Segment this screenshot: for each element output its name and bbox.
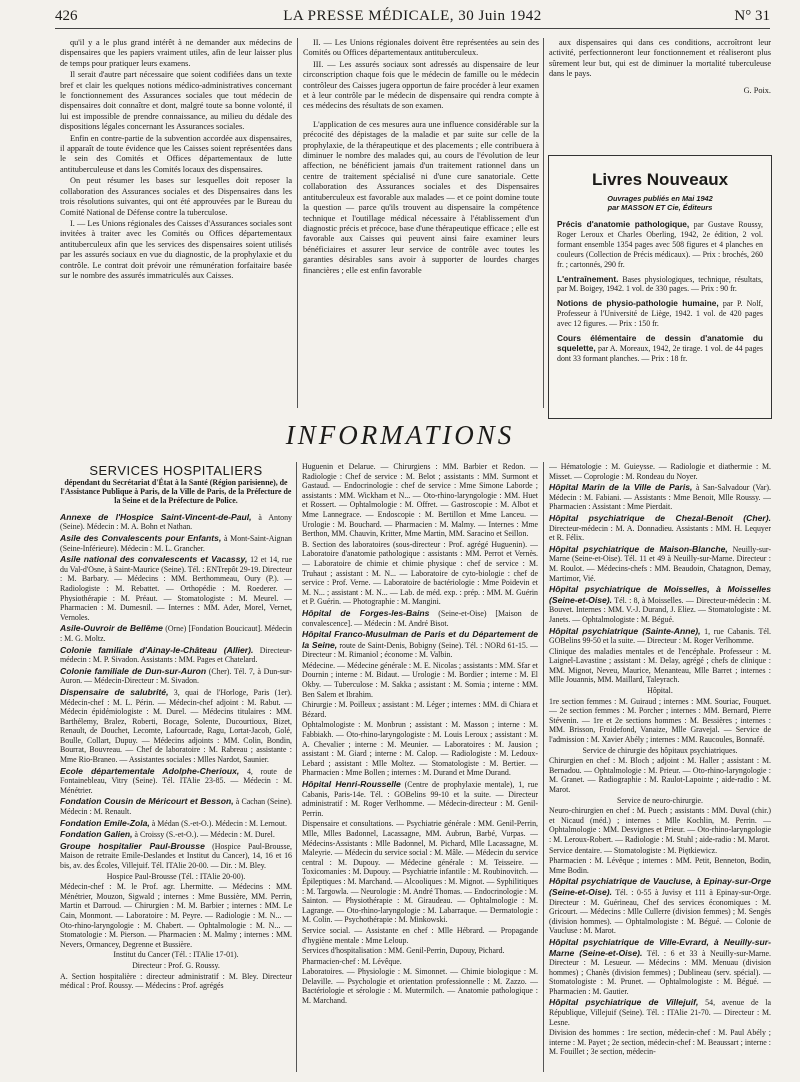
service-name: Hôpital de Forges-les-Bains (302, 607, 430, 618)
service-entry (302, 608, 538, 628)
service-entry (60, 687, 292, 765)
service-entry (549, 876, 771, 936)
service-entry (549, 997, 771, 1027)
service-details: 1, rue Cabanis. Tél. GOBelins 99-50 et la suite. — Directeur : M. Roger Verlhomme. (549, 626, 771, 646)
service-name: Hôpital psychiatrique de Villejuif, (549, 997, 699, 1008)
service-entry (549, 482, 771, 512)
service-details: (Cher). Tél. 7, à Dun-sur-Auron. — Médecin-Directeur : M. Sivadon. (60, 666, 292, 686)
service-entry (549, 756, 771, 794)
section-banner: INFORMATIONS (285, 420, 515, 450)
service-name: Asile des Convalescents pour Enfants, (60, 533, 222, 543)
column-rule (297, 38, 298, 408)
service-entry (60, 829, 292, 840)
article-column-1 (60, 38, 292, 410)
service-details: Médecine. — Médecine générale : M. E. Nicolas ; assistants : MM. Sfar et Dournin ; interne : M. Bidaut. — Urologie : M. Bordier ; interne : M. El Okby. — Tuberculose : M. Sakka ; assistant : M. Somia ; interne : MM. Ben Salem et Ibrahim. (302, 660, 538, 699)
service-entry (302, 926, 538, 945)
service-entry (549, 697, 771, 745)
service-details: Tél. : 0-55 à Juvisy et 111 à Epinay-sur-Orge. Directeur : M. Guérineau, Chef des services économiques : M. Gricourt. — Médecins : Mlle Cullerre (division femmes) ; M. Sengès (division hommes). — Ophtalmologiste : M. Bégué. — Colonie de Vaucluse : M. Marot. (549, 887, 771, 936)
service-name: Annexe de l'Hospice Saint-Vincent-de-Paul, (60, 511, 252, 522)
service-entry (302, 946, 538, 956)
new-books-subtitle: Ouvrages publiés en Mai 1942 par MASSON ET Cie, Éditeurs (607, 194, 713, 212)
paragraph: qu'il y a le plus grand intérêt à ne demander aux médecins de dispensaires que les papiers vraiment utiles, afin de leur laisser plus de temps pour pratiquer leurs examens. (60, 38, 292, 68)
service-entry: Directeur : Prof. G. Roussy. (132, 960, 220, 970)
service-entry (302, 462, 538, 539)
paragraph: II. — Les Unions régionales doivent être représentées au sein des Comités ou Offices départementaux antituberculeux. (303, 38, 539, 58)
service-details: Services d'hospitalisation : MM. Genil-Perrin, Dupouy, Pichard. (302, 946, 505, 956)
paragraph: Enfin en contre-partie de la subvention accordée aux dispensaires, il apparaît de toute évidence que les Caisses soient représentées dans le sein des Comités et Offices départementaux de lutte antituberculeuse et dans les Comités locaux des dispensaires. (60, 133, 292, 174)
services-title: SERVICES HOSPITALIERS (89, 463, 263, 478)
service-details: Ophtalmologiste : M. Monbrun ; assistant : M. Masson ; interne : M. Fabbiakh. — Oto-rhino-laryngologiste : M. Louis Leroux ; assistant : M. A. Chevalier ; interne : M. Meunier. — Laboratoires : M. Jausion ; assistant : M. Giard ; interne : M. Calop. — Radiologiste : M. Ledoux-Lebard ; assistant : Mlle Moltez. — Stomatologiste : M. Bertier. — Pharmacien : Mme Bollen ; internes : M. Durand et Mme Durand. (302, 720, 538, 778)
service-entry (302, 629, 538, 660)
journal-title: LA PRESSE MÉDICALE, 30 Juin 1942 (283, 8, 542, 24)
service-details: Médecin-chef : M. le Prof. agr. Lhermitte. — Médecins : MM. Ménétrier, Mouzon, Sigwald ; internes : Mme Bussière, MM. Perrin, Martin et Darroud. — Chirurgien : M. M. Barbier ; internes : MM. Le Cain, Monmont. — Laboratoire : M. Peyre. — Radiologie : M. N... — Oto-rhino-laryngologie : M. Chabert. — Ophtalmologie : M. N... — Stomatologie : M. Pierson. — Pharmacien : M. Malmy ; internes : MM. Nevers, Ormancey, Degrenne et Bussière. (60, 882, 292, 949)
service-entry (302, 957, 538, 967)
service-details: Directeur-médecin : M. P. Sivadon. Assistants : MM. Pages et Chatelard. (60, 645, 292, 665)
service-entry (60, 972, 292, 991)
column-rule (296, 462, 297, 1072)
service-name: Hôpital psychiatrique de Maison-Blanche, (549, 543, 728, 554)
page-number: 426 (55, 8, 78, 24)
service-entry (549, 462, 771, 481)
service-entry (302, 540, 538, 607)
service-details: Service dentaire. — Stomatologiste : M. Piętkiewicz. (549, 845, 718, 855)
service-entry (302, 967, 538, 1005)
service-details: 3, quai de l'Horloge, Paris (1er). Médecin-chef : M. L. Périn. — Médecin-chef adjoint : M. Rabut. — Médecin épidémiologiste : M. Durel. — Médecins titulaires : MM. Barthélemy, Bralez, Roberti, Bocage, Solente, Ducourtioux, Bizet, Renault, de Douchet, Lecomte, Lafourcade, Ragu, Lortat-Jacob, Golé, Boulle, Collart, Dupuy. — Médecins adjoints : MM. Colin, Bondin, Bourrat, Bouvreau. — Chef de laboratoire : M. Rabreau ; assistante : Mme Rio-Braneo. — Assistantes sociales : Mlles Nardot, Saunier. (60, 687, 292, 765)
book-entry: Notions de physio-pathologie humaine, par P. Nolf, Professeur à l'Université de Liège, 1942. 1 vol. de 420 pages avec 12 figures. — Prix : 150 fr. (557, 298, 764, 329)
service-details: — Hématologie : M. Guieysse. — Radiologie et diathermie : M. Misset. — Coprologie : M. Rondeau du Noyer. (549, 462, 771, 481)
service-entry (302, 700, 538, 719)
service-entry (549, 584, 771, 624)
service-details: à Antony (Seine). Médecin : M. A. Bohn et Nathan. (60, 512, 292, 532)
article-column-3 (549, 38, 771, 148)
service-name: Fondation Cousin de Méricourt et Besson, (60, 796, 234, 807)
service-details: Clinique des maladies mentales et de l'encéphale. Professeur : M. Laignel-Lavastine ; assistant : M. Delay, agrégé ; chefs de clinique : MM. Mignot, Neveu, Maurice, Menanteau, Mlle Barret ; internes : Mlle Jouannis, MM. Maillard, Taleyrach. (549, 646, 771, 685)
service-entry: Hôpital. (647, 686, 673, 696)
column-rule (543, 38, 544, 408)
author-signature: G. Poix. (743, 85, 771, 95)
service-entry (549, 846, 771, 856)
service-name: Asile national des convalescents et Vacassy, (60, 554, 248, 565)
service-details: 54, avenue de la République, Villejuif (Seine). Tél. : ITAlie 21-70. — Directeur : M. Lesne. (549, 998, 771, 1027)
service-entry (60, 841, 292, 871)
service-details: (Centre de prophylaxie mentale), 1, rue Cabanis, Paris-14e. Tél. : GOBelins 99-10 et la suite. — Directeur administratif : M. Roger Verlhomme. — Médecin-directeur : M. Genil-Perrin. (302, 780, 538, 818)
service-entry: Service de neuro-chirurgie. (617, 795, 703, 805)
service-details: Tél. : 8, à Moisselles. — Directeur-médecin : M. Bouvet. Internes : MM. V.-J. Durand, J. Eliez. — Stomatologiste : M. Janets. — Ophtalmologiste : M. Bégué. (549, 595, 771, 624)
issue-number: N° 31 (734, 8, 770, 24)
service-name: Groupe hospitalier Paul-Brousse (60, 840, 205, 851)
paragraph: aux dispensaires qui dans ces conditions, accroîtront leur activité, perfectionneront leur fonctionnement et réaliseront plus sûrement leur but, qui est de diminuer la mortalité tuberculeuse dans le pays. (549, 38, 771, 79)
running-header (55, 8, 770, 26)
service-details: à Mont-Saint-Aignan (Seine-Inférieure). Médecin : M. L. Grancher. (60, 534, 292, 553)
paragraph: I. — Les Unions régionales des Caisses d'Assurances sociales sont invitées à traiter avec les Comités ou Offices départementaux antituberculeux afin que les services des dispensaires soient utilisés par les assurés sociaux en vue du diagnostic, de la prophylaxie et du contrôle. Le contrat doit prévoir une rémunération forfaitaire basée sur le nombre des assurés immatriculés aux Caisses. (60, 218, 292, 280)
service-details: Division des hommes : 1re section, médecin-chef : M. Paul Abély ; interne : M. Payet ; 2e section, médecin-chef : M. Beaussart ; interne : M. Fouillet ; 3e section, médecin- (549, 1028, 771, 1057)
service-entry (302, 720, 538, 778)
services-column-3 (549, 462, 771, 1072)
service-details: (Hospice Paul-Brousse, Maison de retraite Emile-Deslandes et Institut du Cancer), 14, 16 et 16 bis, av. des Écoles, Villejuif. Tél. ITAlie 20-00. — Dir. : M. Bley. (60, 841, 292, 870)
service-name: Hôpital psychiatrique de Moisselles, à Moisselles (Seine-et-Oise). (549, 584, 771, 605)
service-details: à Croissy (S.-et-O.). — Médecin : M. Durel. (132, 830, 275, 840)
service-name: Ecole départementale Adolphe-Cherioux, (60, 765, 240, 776)
service-name: Colonie familiale de Dun-sur-Auron (60, 665, 207, 676)
services-column-1 (60, 462, 292, 1072)
service-name: Hôpital psychiatrique de Ville-Evrard, à Neuilly-sur-Marne (Seine-et-Oise). (549, 936, 771, 958)
service-name: Fondation Galien, (60, 829, 133, 840)
service-entry (60, 533, 292, 553)
paragraph: L'application de ces mesures aura une influence considérable sur la précocité des dépistages de la maladie et par suite sur celle de la prophylaxie, de la thérapeutique et des placements ; elle contribuera à diminuer le nombre des malades qui, au cours de l'évolution de leur affection, ne bénéficient jamais d'un traitement rationnel dans un centre de traitement spécialisé ni d'une cure sanatoriale. Cette collaboration des Assurances sociales et des Dispensaires antituberculeux est favorable aux malades — et ce point domine toute la question — parce qu'ils trouvent au dispensaire la compétence technique et l'outillage médical nécessaire à l'établissement d'un diagnostic précis et précoce, base d'une thérapeutique efficace ; elle est favorable aux Caisses qui peuvent ainsi faire examiner leurs bénéficiaires et assurer leur service de contrôle avec toutes les garanties désirables sans avoir à supporter de lourdes charges financières ; elle est enfin favorable (303, 119, 539, 275)
service-entry (549, 626, 771, 646)
service-entry (60, 818, 292, 829)
paragraph: On peut résumer les bases sur lesquelles doit reposer la collaboration des Assurances sociales et des Dispensaires dans les trois résolutions suivantes, qui ont été approuvées par le Bureau du Comité National de Défense contre la tuberculose. (60, 176, 292, 217)
service-details: Laboratoires. — Physiologie : M. Simonnet. — Chimie biologique : M. Delaville. — Psychologie et orientation professionnelle : M. Zazzo. — Bactériologie et sérologie : M. Mutermilch. — Anatomie pathologique : M. Marchand. (302, 967, 538, 1006)
new-books-box (548, 155, 772, 419)
service-entry (60, 666, 292, 686)
service-details: Neuilly-sur-Marne (Seine-et-Oise). Tél. 11 et 49 à Neuilly-sur-Marne. Directeur : M. Roulot. — Médecins-chefs : MM. Beaudoin, Chatagnon, Demay, Martimor, Vié. (549, 544, 771, 583)
service-name: Hôpital Marin de la Ville de Paris, (549, 482, 693, 493)
service-details: Pharmacien-chef : M. Lévêque. (302, 956, 402, 966)
service-details: (Orne) [Fondation Boucicaut]. Médecin : M. G. Moltz. (60, 624, 292, 643)
services-column-2 (302, 462, 538, 1072)
service-name: Fondation Emile-Zola, (60, 817, 150, 828)
service-entry (549, 544, 771, 583)
service-entry (60, 554, 292, 622)
article-column-2 (303, 38, 539, 410)
service-details: Chirurgien en chef : M. Bloch ; adjoint : M. Haller ; assistant : M. Bernadou. — Ophtalmologie : M. Prieur. — Oto-rhino-laryngologie : M. Granet. — Radiographie : M. Raulot-Lapointe ; aide-radio : M. Marot. (549, 756, 771, 794)
service-name: Hôpital Franco-Musulman de Paris et du Département de la Seine, (302, 629, 538, 650)
service-name: Asile-Ouvroir de Bellême (60, 623, 163, 634)
service-details: à San-Salvadour (Var). Médecin : M. Fabiani. — Assistants : Mme Benoit, Mlle Roussy. — Pharmacien : Assistant : Mme Pierdait. (549, 483, 771, 512)
service-details: à Médan (S.-et-O.). Médecin : M. Lernout. (149, 818, 287, 828)
service-details: B. Section des laboratoires (sous-directeur : Prof. agrégé Huguenin). — Laboratoire d'anatomie pathologique : assistants : MM. Perrot et Vernès. — Laboratoire de chimie et chimie physique : chef de service : M. Truhaut ; assistant : M. N... — Laboratoire de cyto-biologie : chef de service : Prof. Verne. — Laboratoire de bactériologie : Mme Poidevin et M. N... ; assistant : M. N... — Lab. de méd. exp. : prép. : MM. M. Guérin et P. Guérin. — Photographie : M. Mangini. (302, 539, 538, 607)
service-name: Hôpital psychiatrique de Chezal-Benoit (Cher). (549, 512, 771, 523)
service-details: (Seine-et-Oise) [Maison de convalescence]. — Médecin : M. André Bisot. (302, 608, 538, 628)
service-entry (549, 1028, 771, 1057)
service-details: Service social. — Assistante en chef : Mlle Hébrard. — Propagande d'hygiène mentale : Mme Leloup. (302, 925, 538, 945)
service-details: Chirurgie : M. Poilleux ; assistant : M. Léger ; internes : MM. di Chiara et Bézard. (302, 700, 538, 719)
service-entry (60, 645, 292, 665)
service-name: Hôpital Henri-Rousselle (302, 779, 401, 789)
service-entry (302, 779, 538, 818)
paragraph: III. — Les assurés sociaux sont adressés au dispensaire de leur circonscription chaque fois que le médecin de famille ou le médecin contrôleur des Caisses jugera opportun de faire procéder à leur examen et à leur contrôle par le médecin de dispensaire qui rendra compte à ces médecins des résultats de son examen. (303, 59, 539, 111)
service-entry (549, 856, 771, 875)
service-entry: Service de chirurgie des hôpitaux psychiatriques. (582, 745, 738, 755)
service-entry: Institut du Cancer (Tél. : ITAlie 17-01). (113, 950, 239, 960)
book-entry: Précis d'anatomie pathologique, par Gustave Roussy, Roger Leroux et Charles Oberling, 1942, 2e édition, 2 vol. formant ensemble 1354 pages avec 508 figures et 4 planches en couleurs (Collection de Précis médicaux). — Prix : brochés, 260 fr. ; cartonnés, 290 fr. (557, 219, 763, 269)
service-entry (60, 512, 292, 532)
service-details: A. Section hospitalière : directeur administratif : M. Bley. Directeur médical : Prof. Roussy. — Médecins : Prof. agrégés (60, 971, 292, 991)
book-entry: L'entraînement. Bases physiologiques, technique, résultats, par M. Boigey, 1942. 1 vol. de 330 pages. — Prix : 90 fr. (557, 273, 763, 294)
service-entry (302, 661, 538, 699)
service-details: Tél. : 6 et 33 à Neuilly-sur-Marne. Directeur : M. Lesueur. — Médecins : MM. Menuau (division hommes) ; Chanès (division femmes) ; Dublineau (serv. spécial). — Stomatologiste : M. Prunet. — Ophtalmologiste : M. Bégué. — Pharmacien : M. Gautier. (549, 948, 771, 996)
service-entry (60, 796, 292, 816)
service-details: Directeur-médecin : M. A. Donnadieu. Assistants : MM. H. Lequyer et R. Félix. (549, 523, 771, 543)
service-entry (549, 513, 771, 543)
service-name: Colonie familiale d'Ainay-le-Château (Allier). (60, 644, 254, 655)
service-details: route de Saint-Denis, Bobigny (Seine). Tél. : NORd 61-15. — Directeur : M. Rimaniol ; économe : M. Valbin. (302, 640, 538, 660)
header-rule (55, 28, 770, 29)
service-details: Pharmacien : M. Lévêque ; internes : MM. Petit, Benneton, Bodin, Mme Bodin. (549, 856, 771, 875)
service-entry (549, 806, 771, 844)
column-rule (543, 462, 544, 1072)
services-subtitle: dépendant du Secrétariat d'État à la Santé (Région parisienne), de l'Assistance Publique à Paris, de la Ville de Paris, de la Préfecture de la Seine et de la Préfecture de Police. (60, 477, 292, 506)
service-details: 4, route de Fontainebleau, Vitry (Seine). Tél. ITAlie 23-85. — Médecin : M. Ménétrier. (60, 766, 292, 795)
new-books-title: Livres Nouveaux (591, 170, 729, 189)
service-details: 12 et 14, rue du Val-d'Osne, à Saint-Maurice (Seine). Tél. : ENTrepôt 29-19. Directeur : M. Barbary. — Médecins : MM. Berthommeau, Oury (P.). — Radiologiste : M. Rebattet. — Orthopédie : M. Roederer. — Physiothérapie : M. Préaut. — Stomatologiste : M. Meurel. — Pharmacien : M. Dumesnil. — Internes : MM. Ader, Morel, Vernet, Vernoles. (60, 555, 292, 622)
service-entry (302, 819, 538, 925)
service-entry (549, 937, 771, 997)
service-details: Neuro-chirurgien en chef : M. Puech ; assistants : MM. Duval (chir.) et Nicaud (méd.) ; internes : Mlle Kochlin, M. Perrin. — Ophtalmologie : MM. Desvignes et Prieur. — Oto-rhino-laryngologie : M. Leroux-Robert. — Radiologie : M. Stuhl ; aide-radio : M. Marot. (549, 806, 771, 844)
paragraph: Il serait d'autre part nécessaire que soient codifiées dans un texte bref et clair les quelques notions médico-administratives concernant le fonctionnement des Assurances sociales que tout médecin de dispensaires doit connaître et dont, malgré toute sa bonne volonté, il lui est impossible de prendre connaissance, au milieu du dédale des dispositions légales concernant les Assurances sociales. (60, 70, 292, 132)
service-details: Huguenin et Delarue. — Chirurgiens : MM. Barbier et Redon. — Radiologie : Chef de service : M. Belot ; assistants : MM. Surmont et Gastaud. — Endocrinologie : chef de service : Mme Simone Laborde ; assistants : MM. Wickham et N... — Oto-rhino-laryngologie : MM. Huet et Rossert. — Ophtalmologie : M. Offret. — Gastroscopie : M. Albot et Mme Lannegrace. — Endoscopie : M. Bertillon et Mme Lanceu. — Urologie : M. Bouchard. — Pharmacien : M. Malmy. — Internes : Mme Berthon, MM. Chauvin, Kritter, Mme Martin, MM. Saracino et Seillon. (302, 462, 538, 539)
service-entry: Hospice Paul-Brousse (Tél. : ITAlie 20-00). (106, 871, 246, 881)
service-name: Hôpital psychiatrique de Vaucluse, à Epinay-sur-Orge (Seine-et-Oise). (549, 876, 771, 897)
service-entry (549, 647, 771, 685)
service-details: Dispensaire et consultations. — Psychiatrie générale : MM. Genil-Perrin, Mlle, Mlles Badonnel, Lacassagne, MM. Aubrun, Barbé, Vurpas. — Médecins-Assistants : Mlle Badonnel, M. Pichard, Mlle Lacassagne, M. Maleyrie. — Médecin du service social : M. Mâle. — Médecin du service central : M. Dupouy. — Médecine générale : M. Teisseire. — Toxicomanies : M. Dupouy. — Psychiatrie infantile : M. Roubinovitch. — Épileptiques : M. Marchand. — Alcooliques : M. Mignot. — Syphilitiques : M. Targowla. — Neurologie : M. André Thomas. — Endocrinologie : M. Sainton. — Physiothérapie : M. Giraudeau. — Ophtalmologie : M. Lagrange. — Oto-rhino-laryngologie : M. Labarraque. — Dermatologie : M. Colin. — Psychothérapie : M. Minkowski. (302, 819, 538, 925)
service-entry (60, 766, 292, 796)
service-details: 1re section femmes : M. Guiraud ; internes : MM. Souriac, Fouquet. — 2e section femmes : M. Porcher ; internes : MM. Bernard, Pierre Stévenin. — 1re et 2e sections hommes : M. Bessières ; internes : MM. Brisson, Froidefond, Vanaize, Mlle Gravejal. — Service de l'admission : M. Xavier Abély ; internes : MM. Raucoules, Bonnafé. (549, 696, 771, 745)
service-entry (60, 882, 292, 949)
service-entry (60, 623, 292, 643)
service-name: Dispensaire de salubrité, (60, 686, 169, 697)
book-entry: Cours élémentaire de dessin d'anatomie du squelette, par A. Moreaux, 1942, 2e tirage. 1 vol. de 44 pages dont 33 formant planches. — Prix : 18 fr. (557, 333, 763, 363)
service-details: à Cachan (Seine). Médecin : M. Renault. (60, 797, 292, 817)
service-name: Hôpital psychiatrique (Sainte-Anne), (549, 625, 701, 636)
